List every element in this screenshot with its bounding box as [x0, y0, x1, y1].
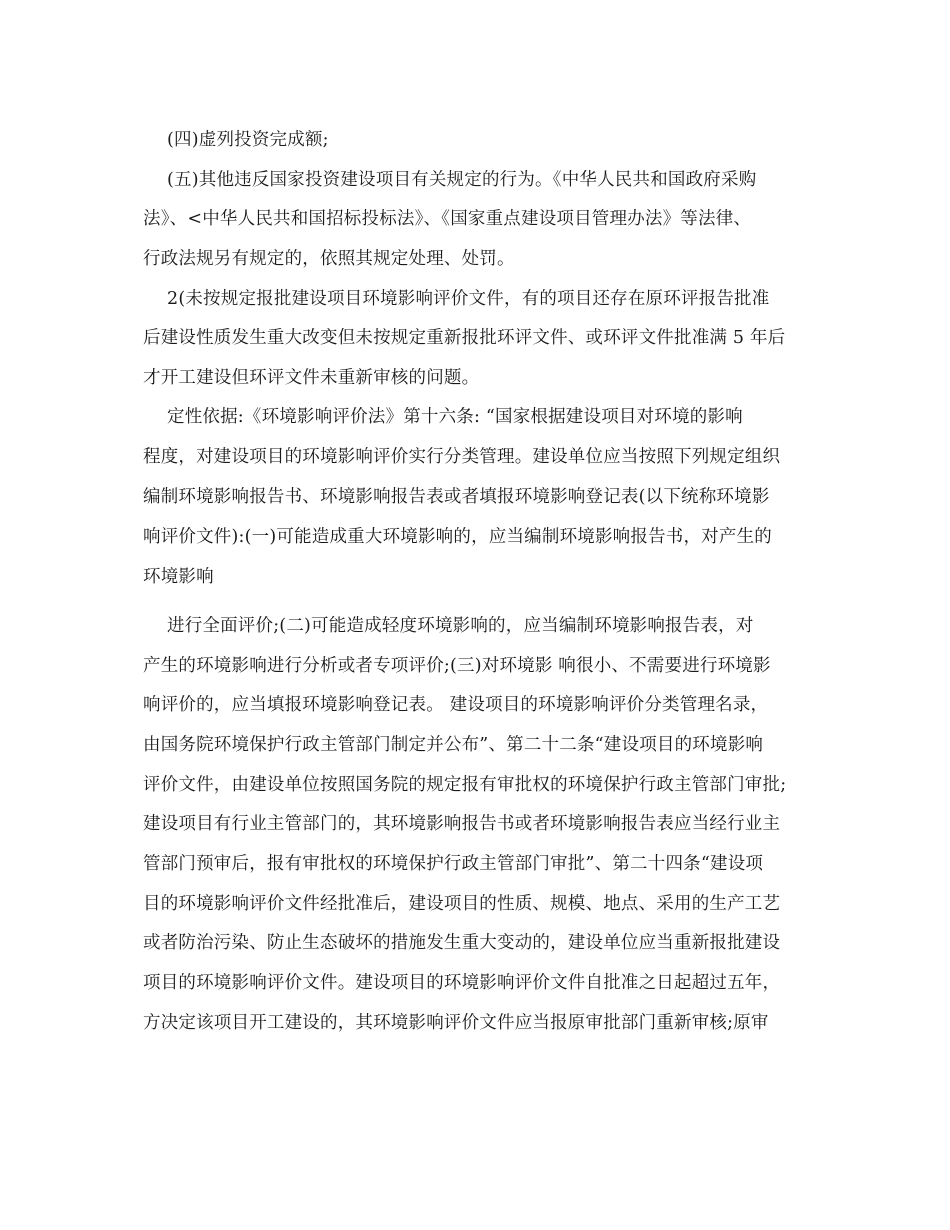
text-line: 响评价的，应当填报环境影响登记表。 建设项目的环境影响评价分类管理名录， [143, 695, 769, 715]
text-line: 方决定该项目开工建设的，其环境影响评价文件应当报原审批部门重新审核;原审 [143, 1013, 769, 1033]
text-line: 后建设性质发生重大改变但未按规定重新报批环评文件、或环评文件批准满 5 年后 [143, 328, 786, 348]
text-line: (五)其他违反国家投资建设项目有关规定的行为。《中华人民共和国政府采购 [167, 170, 757, 190]
text-line: 编制环境影响报告书、环境影响报告表或者填报环境影响登记表(以下统称环境影 [143, 487, 770, 507]
text-line: 评价文件，由建设单位按照国务院的规定报有审批权的环境保护行政主管部门审批; [143, 775, 787, 795]
text-line: 定性依据:《环境影响评价法》第十六条: “国家根据建设项目对环境的影响 [167, 407, 743, 427]
text-line: (四)虚列投资完成额; [167, 130, 329, 150]
text-line: 管部门预审后，报有审批权的环境保护行政主管部门审批”、第二十四条“建设项 [143, 854, 764, 874]
text-line: 法》、<中华人民共和国招标投标法》、《国家重点建设项目管理办法》等法律、 [143, 209, 752, 229]
text-line: 进行全面评价;(二)可能造成轻度环境影响的，应当编制环境影响报告表，对 [167, 616, 754, 636]
text-line: 2(未按规定报批建设项目环境影响评价文件，有的项目还存在原环评报告批准 [167, 289, 770, 309]
text-line: 由国务院环境保护行政主管部门制定并公布”、第二十二条“建设项目的环境影响 [143, 735, 764, 755]
text-line: 程度，对建设项目的环境影响评价实行分类管理。建设单位应当按照下列规定组织 [143, 447, 781, 467]
text-line: 目的环境影响评价文件经批准后，建设项目的性质、规模、地点、采用的生产工艺 [143, 894, 781, 914]
text-line: 才开工建设但环评文件未重新审核的问题。 [143, 368, 480, 388]
text-line: 产生的环境影响进行分析或者专项评价;(三)对环境影 响很小、不需要进行环境影 [143, 656, 771, 676]
text-line: 项目的环境影响评价文件。建设项目的环境影响评价文件自批准之日起超过五年， [143, 973, 781, 993]
text-line: 或者防治污染、防止生态破坏的措施发生重大变动的，建设单位应当重新报批建设 [143, 933, 781, 953]
text-line: 行政法规另有规定的，依照其规定处理、处罚。 [143, 249, 515, 269]
text-line: 响评价文件):(一)可能造成重大环境影响的，应当编制环境影响报告书，对产生的 [143, 527, 772, 547]
text-line: 环境影响 [143, 567, 214, 587]
text-line: 建设项目有行业主管部门的，其环境影响报告书或者环境影响报告表应当经行业主 [143, 814, 781, 834]
